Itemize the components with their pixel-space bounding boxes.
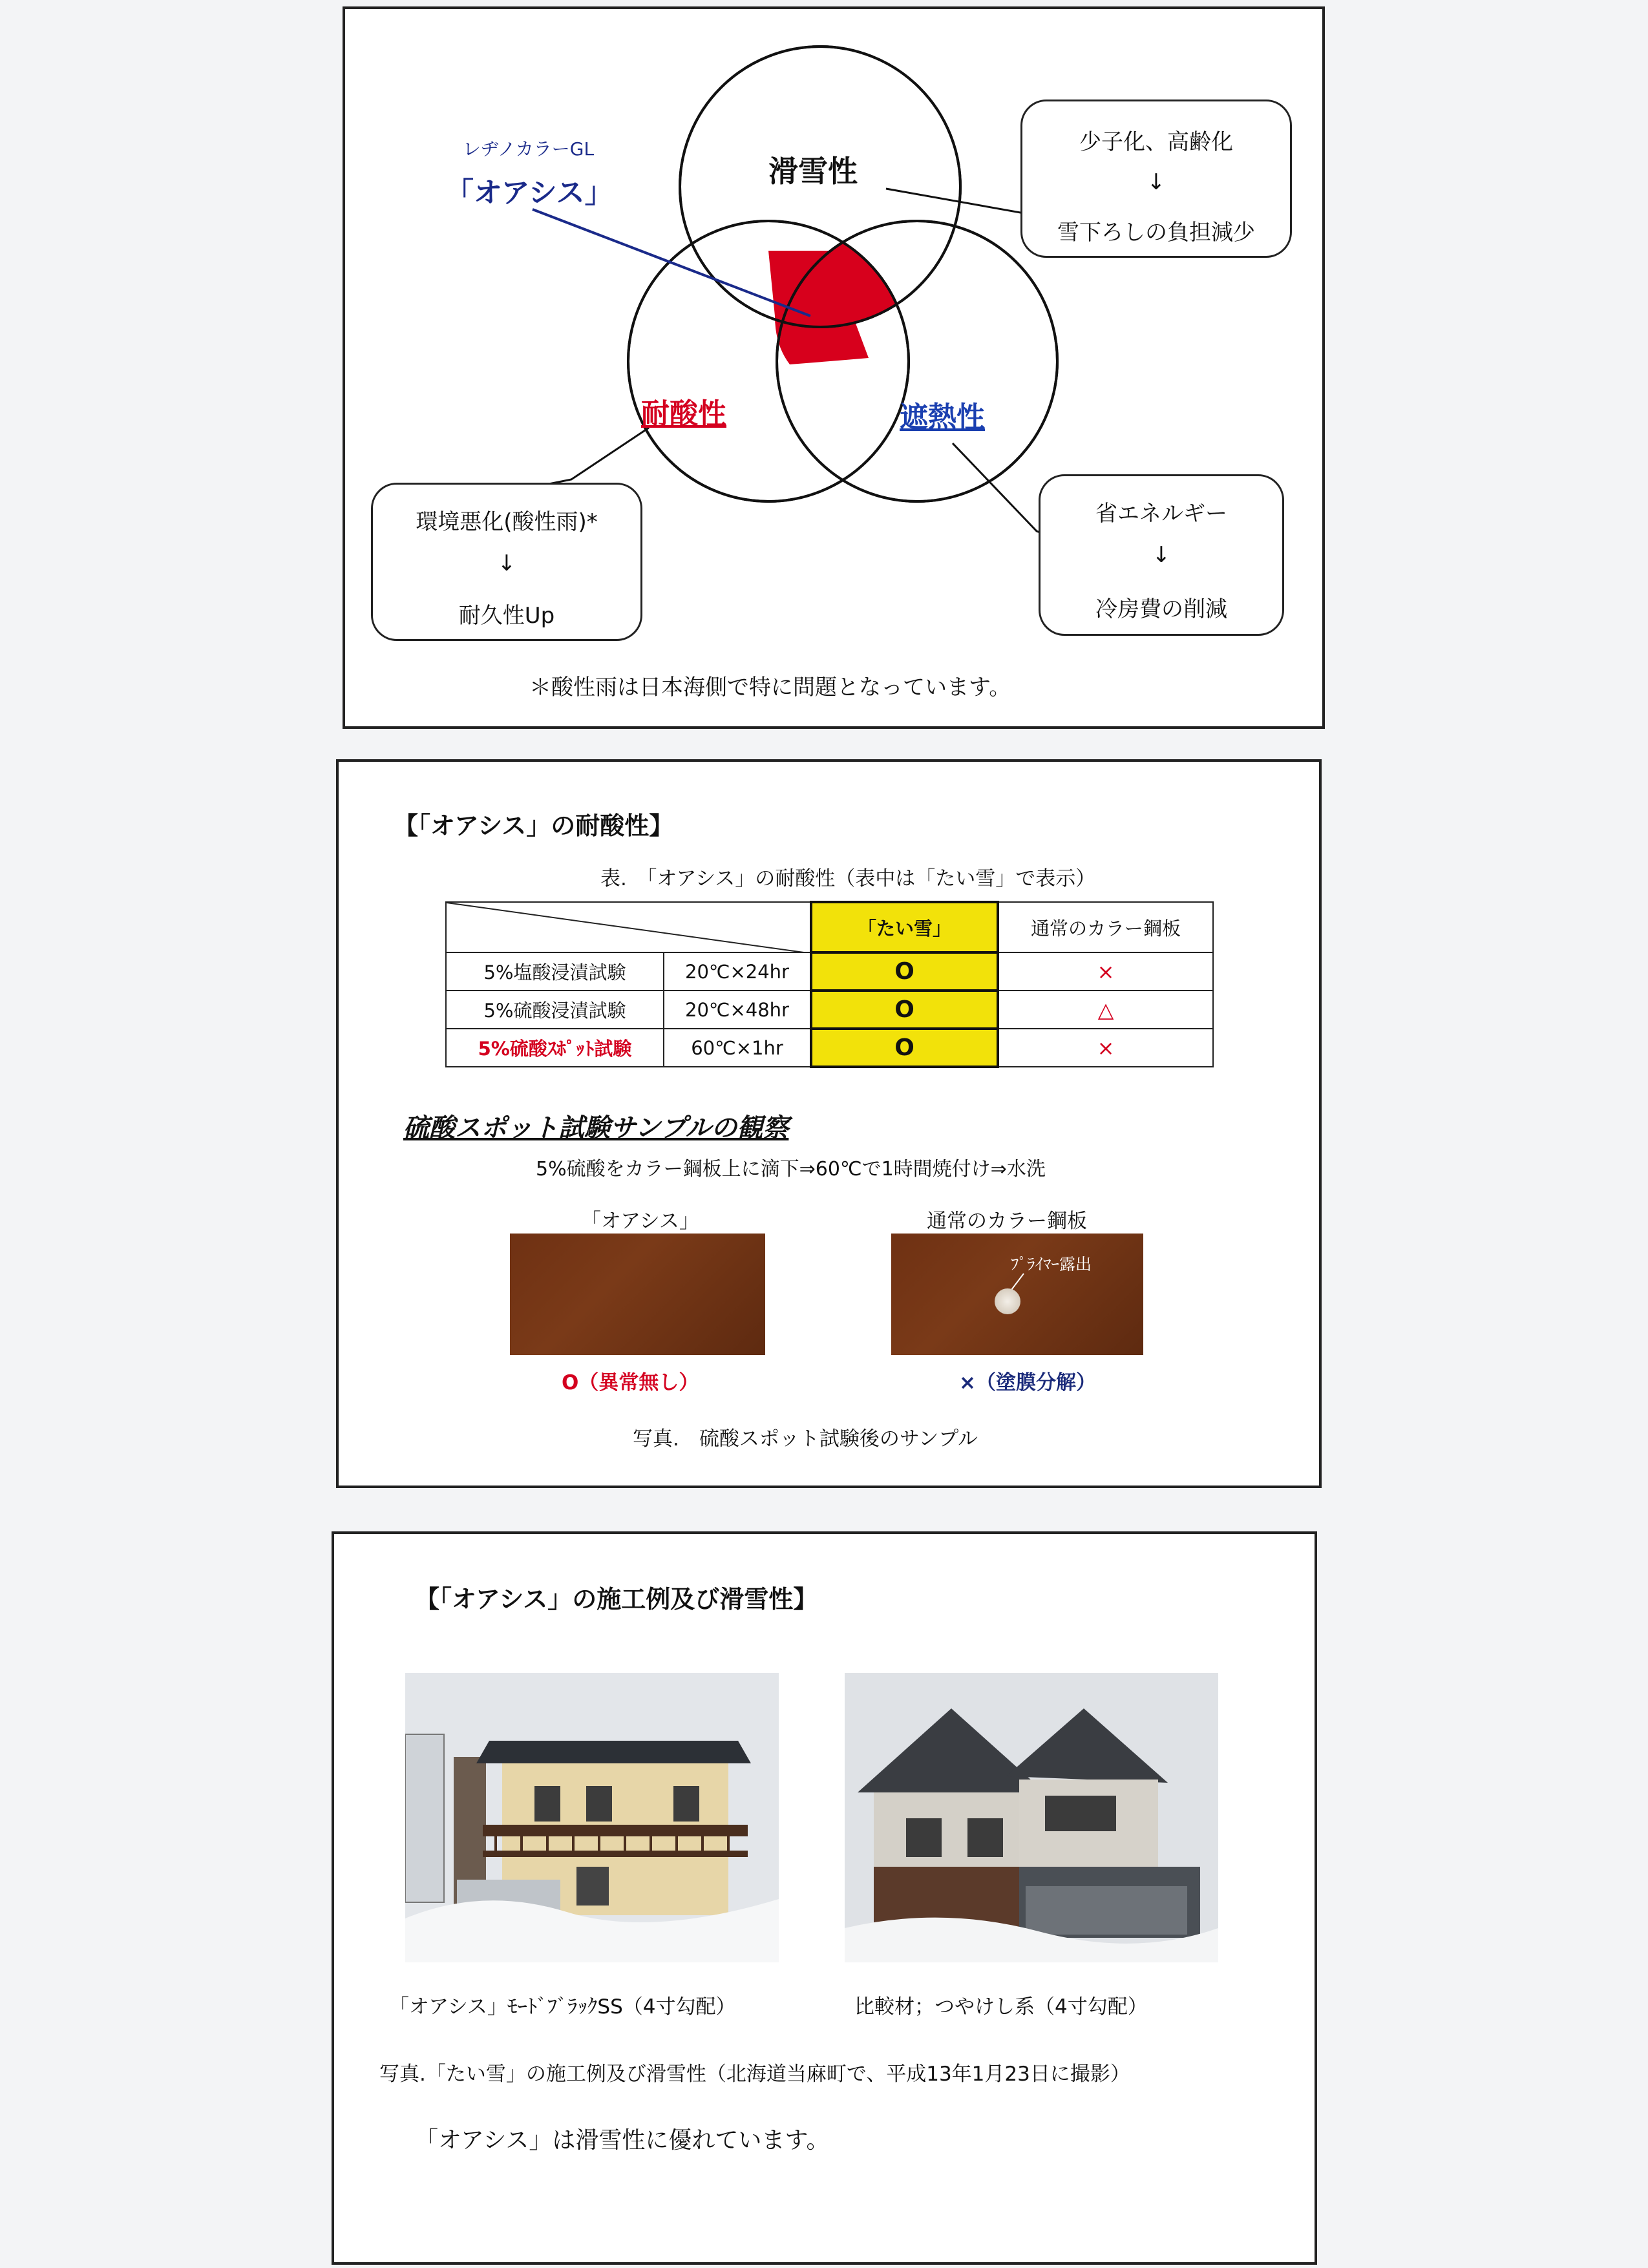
bubble-snow xyxy=(1020,100,1292,258)
row-result-a: O xyxy=(811,952,998,991)
header-normal: 通常のカラー鋼板 xyxy=(998,902,1213,952)
primer-label: ﾌﾟﾗｲﾏｰ露出 xyxy=(1011,1255,1092,1274)
sample-normal-photo xyxy=(891,1234,1143,1355)
row-result-a: O xyxy=(811,991,998,1029)
house-photo-oasis xyxy=(405,1673,779,1962)
down-arrow-icon: ↓ xyxy=(1152,542,1171,568)
sample-oasis-photo xyxy=(510,1234,765,1355)
label-snow: 滑雪性 xyxy=(768,154,858,189)
result-left: O（異常無し） xyxy=(562,1371,699,1394)
table-corner xyxy=(446,902,811,952)
table-row xyxy=(446,991,1213,1029)
row-cond: 60℃×1hr xyxy=(664,1029,811,1067)
section2-title: 【「オアシス」の耐酸性】 xyxy=(394,812,674,840)
product-pointer-line xyxy=(533,209,810,316)
bubble-acid-line1: 環境悪化(酸性雨)* xyxy=(416,509,598,535)
section3-photo-caption: 写真.「たい雪」の施工例及び滑雪性（北海道当麻町で、平成13年1月23日に撮影） xyxy=(379,2063,1130,2086)
house-illustration xyxy=(845,1673,1218,1962)
row-result-b: × xyxy=(998,1029,1213,1067)
table-row xyxy=(446,952,1213,991)
section3-title: 【「オアシス」の施工例及び滑雪性】 xyxy=(415,1585,818,1613)
sample-right-label: 通常のカラー鋼板 xyxy=(927,1210,1087,1233)
row-cond: 20℃×48hr xyxy=(664,991,811,1029)
row-test: 5%塩酸浸漬試験 xyxy=(446,952,664,991)
sample-left-label: 「オアシス」 xyxy=(581,1210,699,1233)
row-test: 5%硫酸ｽﾎﾟｯﾄ試験 xyxy=(446,1029,664,1067)
photo-caption: 写真. 硫酸スポット試験後のサンプル xyxy=(633,1427,978,1451)
bubble-acid xyxy=(371,483,642,641)
bubble-snow-line1: 少子化、高齢化 xyxy=(1079,129,1233,155)
procedure-text: 5%硫酸をカラー鋼板上に滴下⇒60℃で1時間焼付け⇒水洗 xyxy=(536,1158,1046,1181)
house-photo-comparison xyxy=(845,1673,1218,1962)
observation-title: 硫酸スポット試験サンプルの観察 xyxy=(403,1113,789,1143)
label-acid: 耐酸性 xyxy=(641,397,726,430)
bubble-heat xyxy=(1039,474,1284,636)
down-arrow-icon: ↓ xyxy=(1146,169,1166,195)
row-test: 5%硫酸浸漬試験 xyxy=(446,991,664,1029)
product-name: 「オアシス」 xyxy=(445,176,613,209)
conclusion-text: 「オアシス」は滑雪性に優れています。 xyxy=(415,2127,830,2154)
right-photo-caption: 比較材；つやけし系（4寸勾配） xyxy=(854,1995,1148,2019)
bubble-snow-line2: 雪下ろしの負担減少 xyxy=(1057,220,1255,246)
left-photo-caption: 「オアシス」ﾓｰﾄﾞﾌﾞﾗｯｸSS（4寸勾配） xyxy=(389,1995,736,2019)
table-caption: 表. 「オアシス」の耐酸性（表中は「たい雪」で表示） xyxy=(600,867,1096,890)
primer-exposed-spot xyxy=(995,1288,1020,1314)
acid-panel xyxy=(336,759,1322,1488)
venn-panel xyxy=(343,6,1325,729)
heat-pointer xyxy=(953,443,1053,538)
table-row xyxy=(446,1029,1213,1067)
table-header-row xyxy=(446,902,1213,952)
bubble-acid-line2: 耐久性Up xyxy=(458,603,555,629)
house-illustration xyxy=(405,1673,779,1962)
row-result-b: △ xyxy=(998,991,1213,1029)
construction-panel xyxy=(332,1531,1317,2265)
down-arrow-icon: ↓ xyxy=(497,551,516,576)
row-result-b: × xyxy=(998,952,1213,991)
footnote: ＊酸性雨は日本海側で特に問題となっています。 xyxy=(529,675,1011,700)
bubble-heat-line1: 省エネルギー xyxy=(1095,501,1227,527)
header-taisetsu: 「たい雪」 xyxy=(811,902,998,952)
result-right: ×（塗膜分解） xyxy=(959,1371,1096,1394)
row-cond: 20℃×24hr xyxy=(664,952,811,991)
label-heat: 遮熱性 xyxy=(900,401,985,434)
acid-table xyxy=(445,901,1214,1068)
product-subname: レヂノカラーGL xyxy=(463,138,595,160)
row-result-a: O xyxy=(811,1029,998,1067)
bubble-heat-line2: 冷房費の削減 xyxy=(1095,596,1227,622)
acid-pointer xyxy=(526,428,649,488)
